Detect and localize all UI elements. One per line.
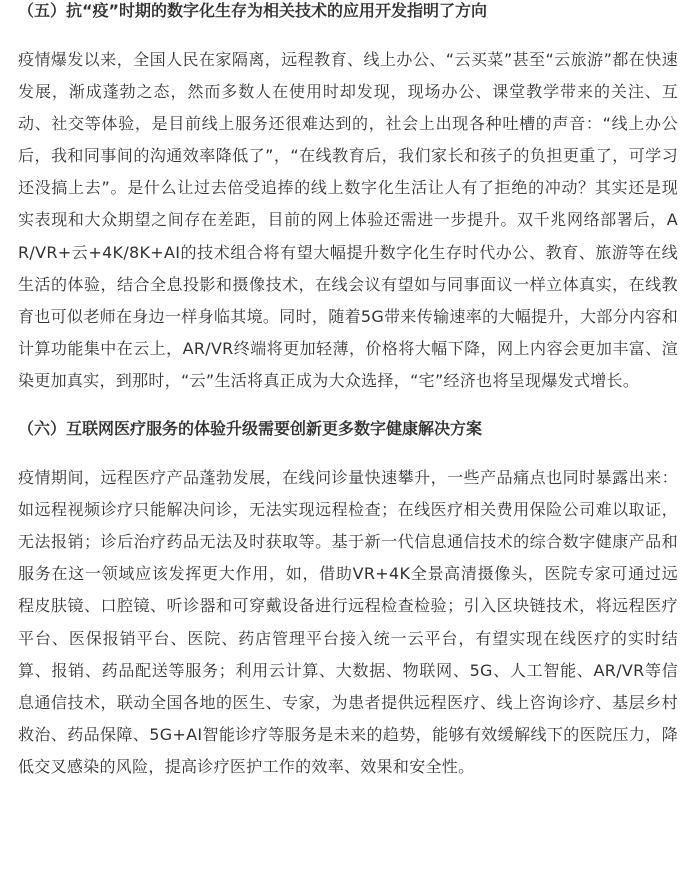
section-heading-6: （六）互联网医疗服务的体验升级需要创新更多数字健康解决方案	[18, 419, 483, 439]
section-paragraph-6: 疫情期间，远程医疗产品蓬勃发展，在线问诊量快速攀升，一些产品痛点也同时暴露出来：如远程视频诊疗只能解决问诊，无法实现远程检查；在线医疗相关费用保险公司难以取证，无法报销；诊后治疗药品无法及时获取等。基于新一代信息通信技术的综合数字健康产品和服务在这一领域应该发挥更大作用，如，借助VR+4K全景高清摄像头，医院专家可通过远程皮肤镜、口腔镜、听诊器和可穿戴设备进行远程检查检验；引入区块链技术，将远程医疗平台、医保报销平台、医院、药店管理平台接入统一云平台，有望实现在线医疗的实时结算、报销、药品配送等服务；利用云计算、大数据、物联网、5G、人工智能、AR/VR等信息通信技术，联动全国各地的医生、专家，为患者提供远程医疗、线上咨询诊疗、基层乡村救治、药品保障、5G+AI智能诊疗等服务是未来的趋势，能够有效缓解线下的医院压力，降低交叉感染的风险，提高诊疗医护工作的效率、效果和安全性。	[18, 468, 678, 776]
section-heading-5: （五）抗“疫”时期的数字化生存为相关技术的应用开发指明了方向	[18, 1, 488, 20]
section-paragraph-5: 疫情爆发以来，全国人民在家隔离，远程教育、线上办公、“云买菜”甚至“云旅游”都在快速发展，渐成蓬勃之态，然而多数人在使用时却发现，现场办公、课堂教学带来的关注、互动、社交等体验，是目前线上服务还很难达到的，社会上出现各种吐槽的声音：“线上办公后，我和同事间的沟通效率降低了”，“在线教育后，我们家长和孩子的负担更重了，可学习还没搞上去”。是什么让过去倍受追捧的线上数字化生活让人有了拒绝的冲动？其实还是现实表现和大众期望之间存在差距，目前的网上体验还需进一步提升。双千兆网络部署后，AR/VR+云+4K/8K+AI的技术组合将有望大幅提升数字化生存时代办公、教育、旅游等在线生活的体验，结合全息投影和摄像技术，在线会议有望如与同事面议一样立体真实，在线教育也可似老师在身边一样身临其境。同时，随着5G带来传输速率的大幅提升，大部分内容和计算功能集中在云上，AR/VR终端将更加轻薄，价格将大幅下降，网上内容会更加丰富、渲染更加真实，到那时，“云”生活将真正成为大众选择，“宅”经济也将呈现爆发式增长。	[18, 50, 678, 390]
